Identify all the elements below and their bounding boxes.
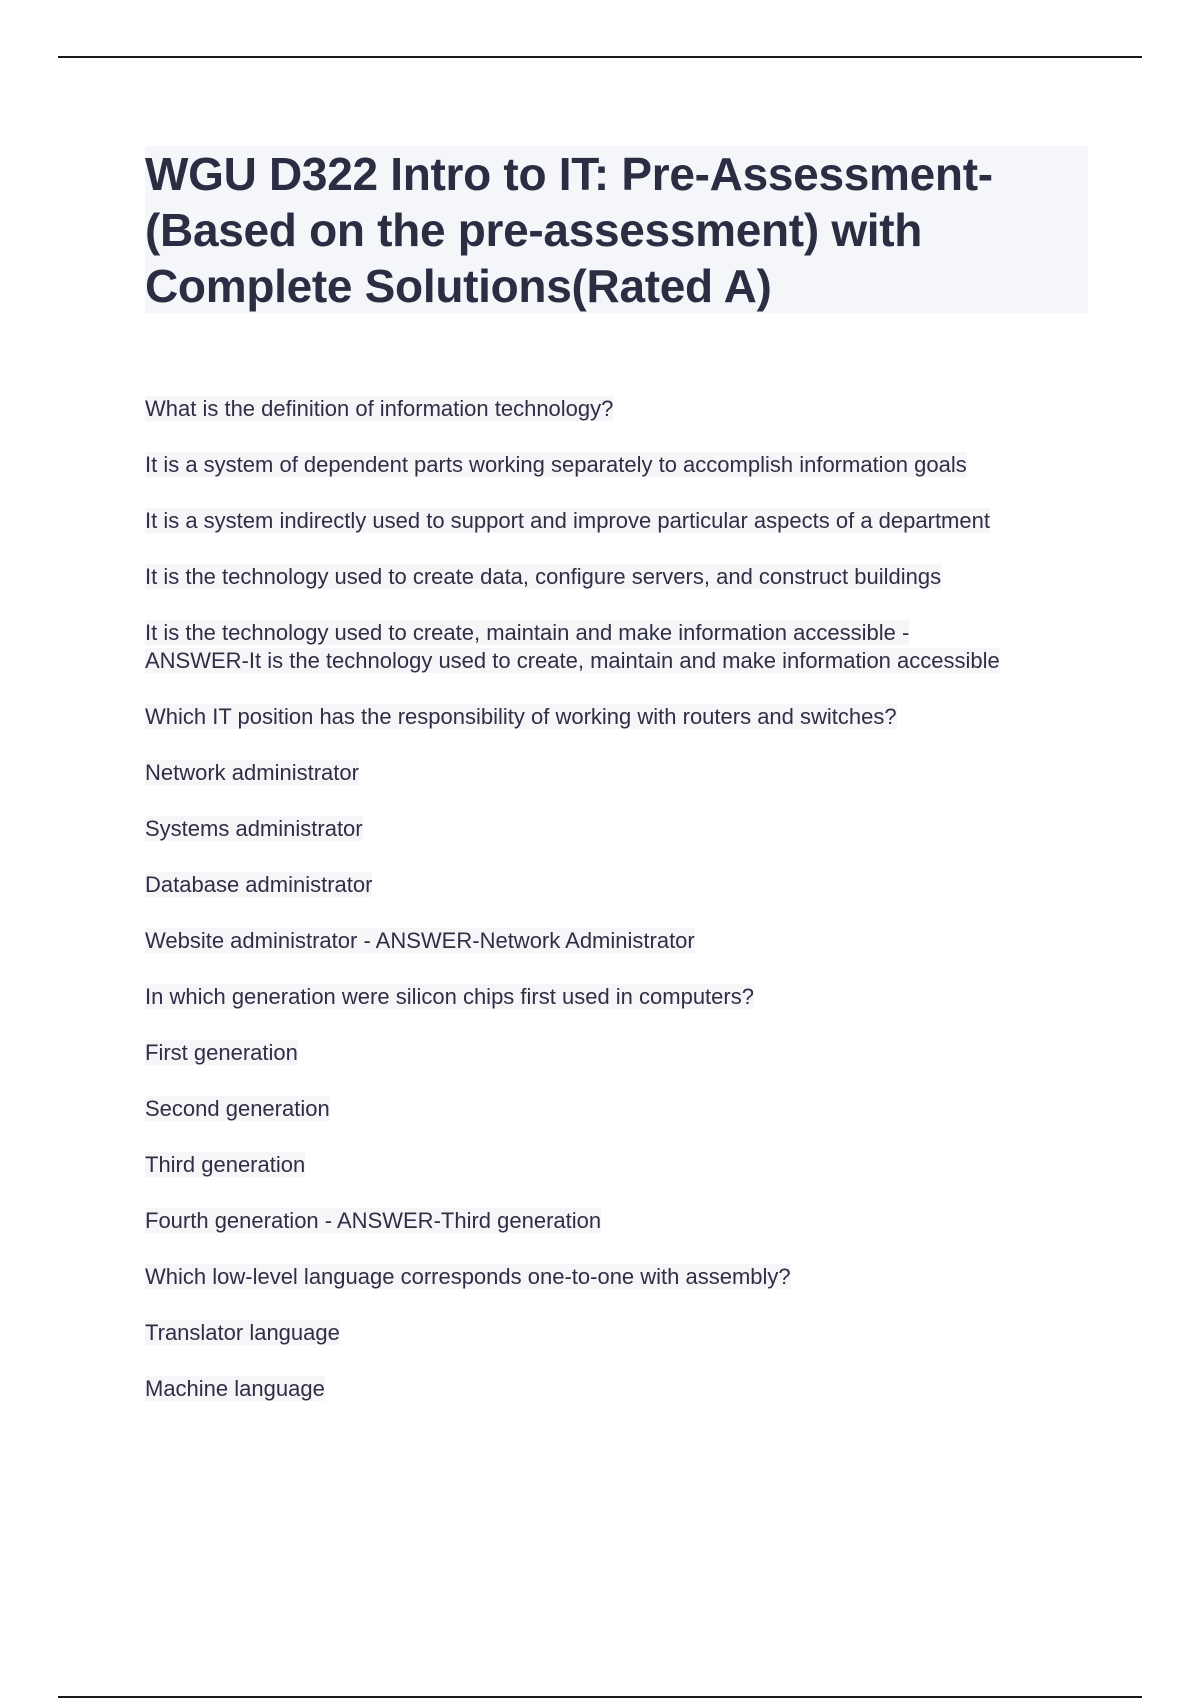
option-line: It is a system of dependent parts working separately to accomplish information goals bbox=[145, 452, 967, 477]
question-line: Which IT position has the responsibility of working with routers and switches? bbox=[145, 704, 897, 729]
question-line: Which low-level language corresponds one-to-one with assembly? bbox=[145, 1264, 791, 1289]
option-line: Database administrator bbox=[145, 872, 373, 897]
document-body bbox=[145, 395, 1105, 1431]
option-answer-line: It is the technology used to create, maintain and make information accessible - ANSWER-It is the technology used to create, maintain and make information accessible bbox=[145, 620, 1000, 673]
title-block bbox=[145, 146, 1088, 313]
document-title bbox=[145, 146, 1088, 314]
option-line: Systems administrator bbox=[145, 816, 363, 841]
question-line: What is the definition of information technology? bbox=[145, 396, 614, 421]
option-line: Second generation bbox=[145, 1096, 330, 1121]
title-line: (Based on the pre-assessment) with bbox=[145, 204, 923, 256]
title-line: WGU D322 Intro to IT: Pre-Assessment- bbox=[145, 148, 993, 200]
title-line: Complete Solutions(Rated A) bbox=[145, 260, 772, 312]
top-rule bbox=[58, 56, 1142, 58]
option-line: It is the technology used to create data, configure servers, and construct buildings bbox=[145, 564, 942, 589]
option-line: Third generation bbox=[145, 1152, 306, 1177]
option-answer-line: Website administrator - ANSWER-Network Administrator bbox=[145, 928, 695, 953]
option-answer-line: Fourth generation - ANSWER-Third generation bbox=[145, 1208, 602, 1233]
bottom-rule bbox=[58, 1696, 1142, 1698]
option-line: Machine language bbox=[145, 1376, 325, 1401]
question-line: In which generation were silicon chips first used in computers? bbox=[145, 984, 754, 1009]
option-line: It is a system indirectly used to support and improve particular aspects of a department bbox=[145, 508, 990, 533]
option-line: Translator language bbox=[145, 1320, 340, 1345]
option-line: First generation bbox=[145, 1040, 298, 1065]
option-line: Network administrator bbox=[145, 760, 359, 785]
